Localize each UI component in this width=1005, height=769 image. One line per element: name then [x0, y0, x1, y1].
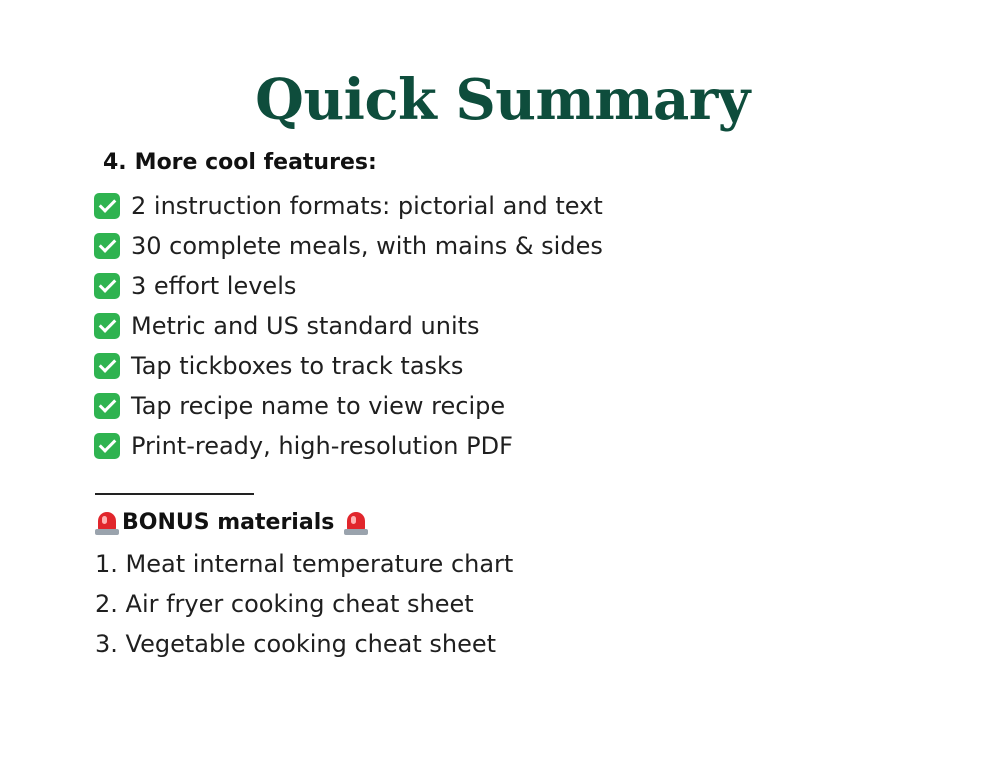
- bonus-item: 2. Air fryer cooking cheat sheet: [95, 590, 474, 618]
- bonus-item: 1. Meat internal temperature chart: [95, 550, 514, 578]
- bonus-list: [95, 544, 513, 664]
- check-mark-icon: [94, 273, 120, 299]
- feature-item: [94, 266, 603, 306]
- check-mark-icon: [94, 353, 120, 379]
- feature-item: [94, 186, 603, 226]
- siren-icon: [344, 510, 368, 536]
- check-mark-icon: [94, 393, 120, 419]
- page-title: Quick Summary: [255, 66, 750, 133]
- feature-item: [94, 386, 603, 426]
- feature-text: Tap tickboxes to track tasks: [131, 352, 464, 380]
- feature-text: Print-ready, high-resolution PDF: [131, 432, 513, 460]
- check-mark-icon: [94, 313, 120, 339]
- divider: [95, 493, 254, 495]
- bonus-heading: [95, 506, 368, 540]
- section-number: 4.: [103, 150, 127, 175]
- feature-text: 3 effort levels: [131, 272, 297, 300]
- feature-item: [94, 226, 603, 266]
- feature-text: 30 complete meals, with mains & sides: [131, 232, 603, 260]
- section-heading: [103, 146, 377, 180]
- bonus-heading-text: BONUS materials: [122, 510, 335, 535]
- check-mark-icon: [94, 433, 120, 459]
- feature-text: 2 instruction formats: pictorial and text: [131, 192, 603, 220]
- bonus-item: 3. Vegetable cooking cheat sheet: [95, 630, 497, 658]
- siren-icon: [95, 510, 119, 536]
- section-heading-text: More cool features:: [134, 150, 377, 175]
- feature-text: Tap recipe name to view recipe: [131, 392, 506, 420]
- features-list: [94, 186, 603, 466]
- check-mark-icon: [94, 233, 120, 259]
- feature-item: [94, 426, 603, 466]
- check-mark-icon: [94, 193, 120, 219]
- feature-item: [94, 306, 603, 346]
- feature-text: Metric and US standard units: [131, 312, 480, 340]
- feature-item: [94, 346, 603, 386]
